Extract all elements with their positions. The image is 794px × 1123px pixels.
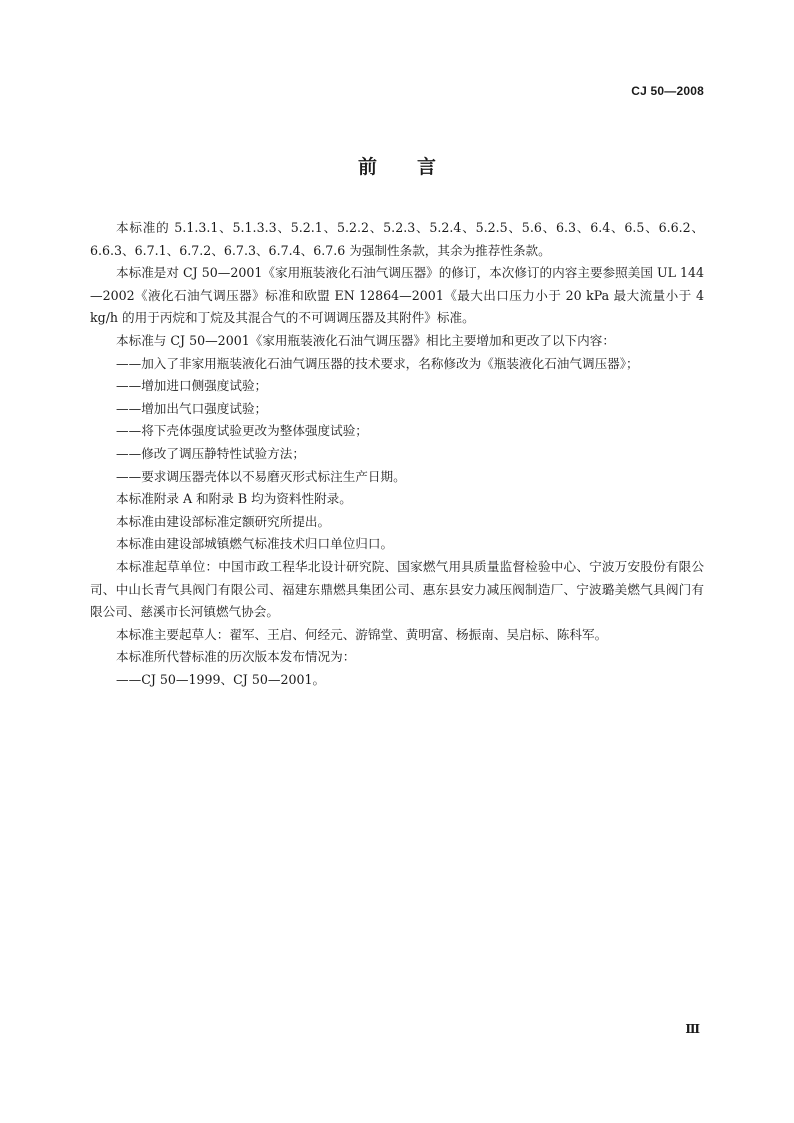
paragraph-administrator: 本标准由建设部城镇燃气标准技术归口单位归口。: [116, 536, 394, 552]
list-item: ——修改了调压静特性试验方法；: [116, 445, 305, 461]
paragraph-proposer: 本标准由建设部标准定额研究所提出。: [116, 513, 331, 529]
paragraph-changes-intro: 本标准与 CJ 50—2001《家用瓶装液化石油气调压器》相比主要增加和更改了以下内容：: [116, 332, 615, 348]
list-item: ——CJ 50—1999、CJ 50—2001。: [116, 671, 326, 687]
title-char-2: 言: [417, 156, 437, 178]
paragraph-appendix: 本标准附录 A 和附录 B 均为资料性附录。: [116, 491, 352, 507]
paragraph-mandatory-clauses: 本标准的 5.1.3.1、5.1.3.3、5.2.1、5.2.2、5.2.3、5.2.4、5.2.5、5.6、6.3、6.4、6.5、6.6.2、6.6.3、6.7.1、6.7.2、6.7.3、6.7.4、6.7.6 为强制性条款，其余为推荐性条款。: [90, 220, 704, 258]
page-title: [0, 152, 794, 179]
title-char-1: 前: [357, 156, 377, 178]
list-item: ——加入了非家用瓶装液化石油气调压器的技术要求，名称修改为《瓶装液化石油气调压器》；: [116, 355, 639, 371]
paragraph-drafting-units: 本标准起草单位：中国市政工程华北设计研究院、国家燃气用具质量监督检验中心、宁波万安股份有限公司、中山长青气具阀门有限公司、福建东鼎燃具集团公司、惠东县安力减压阀制造厂、宁波璐美燃气具阀门有限公司、慈溪市长河镇燃气协会。: [90, 558, 704, 620]
foreword-body: [90, 217, 704, 691]
list-item: ——增加进口侧强度试验；: [116, 378, 268, 394]
list-item: ——要求调压器壳体以不易磨灭形式标注生产日期。: [116, 468, 406, 484]
list-item: ——增加出气口强度试验；: [116, 400, 268, 416]
paragraph-drafters: 本标准主要起草人：翟军、王启、何经元、游锦堂、黄明富、杨振南、吴启标、陈科军。: [116, 626, 608, 642]
list-item: ——将下壳体强度试验更改为整体强度试验；: [116, 423, 368, 439]
page-number: Ⅲ: [685, 1022, 700, 1036]
paragraph-history-intro: 本标准所代替标准的历次版本发布情况为：: [116, 649, 356, 665]
paragraph-revision-basis: 本标准是对 CJ 50—2001《家用瓶装液化石油气调压器》的修订，本次修订的内容主要参照美国 UL 144—2002《液化石油气调压器》标准和欧盟 EN 12864—2001《最大出口压力小于 20 kPa 最大流量小于 4 kg/h 的用于丙烷和丁烷及其混合气的不可调调压器及其附件》标准。: [90, 265, 704, 326]
standard-code: CJ 50—2008: [631, 84, 704, 98]
